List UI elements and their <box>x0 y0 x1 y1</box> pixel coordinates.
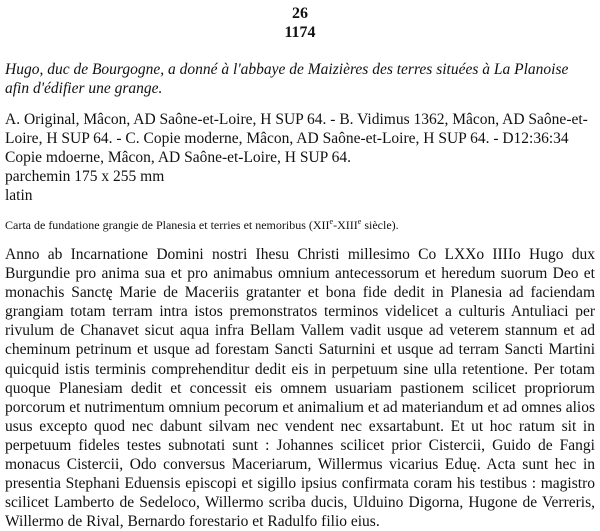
language-note: latin <box>5 187 33 204</box>
rubric-superscript-1: e <box>329 217 334 226</box>
rubric-end: siècle). <box>361 218 399 232</box>
rubric-mid: -XIII <box>333 218 358 232</box>
document-page <box>5 4 595 531</box>
document-number: 26 <box>292 5 308 22</box>
manuscript-tradition: A. Original, Mâcon, AD Saône-et-Loire, H SUP 64. - B. Vidimus 1362, Mâcon, AD Saône-et-Loire, H SUP 64. - C. Copie moderne, Mâcon, AD Saône-et-Loire, H SUP 64. - D12:36:34 Copie mdoerne, Mâcon, AD Saône-et-Loire, H SUP 64. <box>5 111 588 166</box>
charter-text: Anno ab Incarnatione Domini nostri Ihesu Christi millesimo Co LXXo IIIIo Hugo dux Burgundie pro anima sua et pro animabus omnium antecessorum et heredum suorum Deo et monachis Sanctę Marie de Maceriis gratanter et bona fide dedit in Planesia ad faciendam grangiam totam terram intra istos premonstratos terminos videlicet a culturis Antuliaci per rivulum de Chanavet sicut aqua infra Bellam Vallem vadit usque ad veterem stannum et ad cheminum petrinum et usque ad forestam Sancti Saturnini et usque ad terram Sancti Martini quicquid istis terminis comprehenditur dedit eis in perpetuum sine ulla retentione. Per totam quoque Planesiam dedit et concessit eis omnem usuariam pastionem scilicet propriorum porcorum et nutrimentum omnium pecorum et animalium et ad materiandum et ad omnes alios usus excepto quod nec dabunt silvam nec vendent nec exsartabunt. Et ut hoc ratum sit in perpetuum fideles testes subnotati sunt : Johannes scilicet prior Cistercii, Guido de Fangi monacus Cistercii, Odo conversus Maceriarum, Willermus vicarius Eduę. Acta sunt hec in presentia Stephani Eduensis episcopi et sigillo ipsius confirmata coram his testibus : magistro scilicet Lamberto de Sedeloco, Willermo scriba ducis, Ulduino Digorna, Hugone de Verreris, Willermo de Rival, Bernardo forestario et Radulfo filio eius. <box>5 246 595 531</box>
material-description: parchemin 175 x 255 mm <box>5 168 165 185</box>
rubric <box>5 217 595 233</box>
rubric-main: Carta de fundatione grangie de Planesia et terries et nemoribus (XII <box>5 218 330 232</box>
document-summary: Hugo, duc de Bourgogne, a donné à l'abbaye de Maizières des terres situées à La Planoise afin d'édifier une grange. <box>5 61 569 97</box>
rubric-superscript-2: e <box>357 217 362 226</box>
document-year: 1174 <box>284 24 316 41</box>
